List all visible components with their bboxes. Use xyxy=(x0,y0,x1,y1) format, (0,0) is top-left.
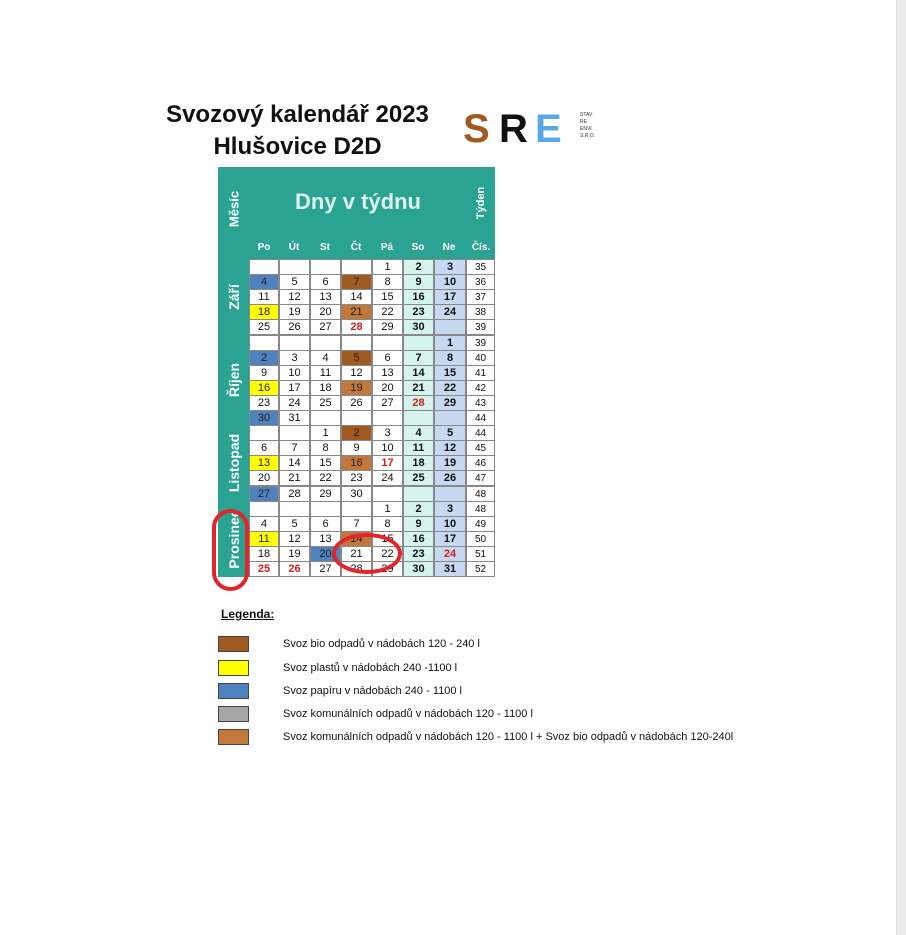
day-cell: 13 xyxy=(310,289,341,305)
empty-cell xyxy=(310,410,341,426)
day-cell: 24 xyxy=(279,395,310,411)
annotation-circle-day-14 xyxy=(332,533,402,574)
empty-cell xyxy=(341,335,372,351)
day-cell: 20 xyxy=(249,470,279,486)
day-cell: 22 xyxy=(372,546,403,562)
day-cell: 12 xyxy=(341,365,372,381)
day-cell: 2 xyxy=(249,350,279,366)
day-cell: 3 xyxy=(434,259,466,275)
day-cell: 5 xyxy=(434,425,466,441)
day-cell: 20 xyxy=(372,380,403,396)
week-number-cell: 47 xyxy=(466,470,495,486)
day-cell: 8 xyxy=(372,516,403,532)
calendar-header xyxy=(218,167,495,259)
legend-label-papir: Svoz papíru v nádobách 240 - 1100 l xyxy=(283,685,462,697)
day-cell: 6 xyxy=(372,350,403,366)
day-cell: 11 xyxy=(249,289,279,305)
week-number-cell: 51 xyxy=(466,546,495,562)
month-label-1: Říjen xyxy=(218,335,249,427)
week-number-cell: 44 xyxy=(466,410,495,426)
day-cell: 13 xyxy=(310,531,341,547)
week-number-cell: 50 xyxy=(466,531,495,547)
day-cell: 31 xyxy=(279,410,310,426)
empty-cell xyxy=(279,335,310,351)
week-number-cell: 52 xyxy=(466,561,495,577)
day-cell: 7 xyxy=(403,350,434,366)
week-number-cell: 44 xyxy=(466,425,495,441)
day-cell: 23 xyxy=(403,546,434,562)
empty-cell xyxy=(403,486,434,502)
day-cell: 28 xyxy=(341,319,372,335)
day-cell: 4 xyxy=(403,425,434,441)
day-cell: 25 xyxy=(249,561,279,577)
day-cell: 10 xyxy=(434,274,466,290)
empty-cell xyxy=(372,410,403,426)
day-cell: 2 xyxy=(341,425,372,441)
day-cell: 23 xyxy=(249,395,279,411)
day-cell: 12 xyxy=(279,289,310,305)
month-label-0: Září xyxy=(218,259,249,336)
logo-letter-e: E xyxy=(535,108,562,150)
day-header-ne: Ne xyxy=(442,242,456,253)
day-cell: 1 xyxy=(434,335,466,351)
week-number-cell: 36 xyxy=(466,274,495,290)
week-number-header: Čís. xyxy=(471,242,491,253)
week-number-cell: 46 xyxy=(466,455,495,471)
day-cell: 7 xyxy=(341,274,372,290)
day-cell: 17 xyxy=(434,289,466,305)
day-cell: 16 xyxy=(403,531,434,547)
day-cell: 20 xyxy=(310,546,341,562)
day-cell: 19 xyxy=(434,455,466,471)
logo-company-text: STAV RE ENVI S.R.O. xyxy=(580,112,596,139)
day-cell: 23 xyxy=(341,470,372,486)
day-cell: 24 xyxy=(434,304,466,320)
day-cell: 14 xyxy=(279,455,310,471)
day-cell: 3 xyxy=(372,425,403,441)
day-cell: 6 xyxy=(310,516,341,532)
legend-swatch-plast xyxy=(218,660,249,676)
empty-cell xyxy=(434,410,466,426)
day-cell: 26 xyxy=(341,395,372,411)
legend-swatch-papir xyxy=(218,683,249,699)
day-cell: 14 xyxy=(403,365,434,381)
day-cell: 1 xyxy=(310,425,341,441)
empty-cell xyxy=(249,335,279,351)
day-cell: 27 xyxy=(372,395,403,411)
day-cell: 3 xyxy=(279,350,310,366)
day-header-pa: Pá xyxy=(380,242,394,253)
empty-cell xyxy=(403,410,434,426)
week-number-cell: 49 xyxy=(466,516,495,532)
empty-cell xyxy=(341,410,372,426)
day-header-so: So xyxy=(411,242,425,253)
day-cell: 8 xyxy=(310,440,341,456)
page-scrollbar[interactable] xyxy=(896,0,906,935)
day-cell: 10 xyxy=(279,365,310,381)
day-cell: 21 xyxy=(403,380,434,396)
week-number-cell: 39 xyxy=(466,319,495,335)
week-number-cell: 41 xyxy=(466,365,495,381)
week-number-cell: 40 xyxy=(466,350,495,366)
empty-cell xyxy=(310,335,341,351)
day-header-ut: Út xyxy=(288,242,300,253)
day-cell: 5 xyxy=(279,274,310,290)
day-cell: 1 xyxy=(372,501,403,517)
day-cell: 19 xyxy=(341,380,372,396)
day-header-ct: Čt xyxy=(350,242,362,253)
month-label-3: Prosinec xyxy=(218,501,249,578)
day-cell: 18 xyxy=(403,455,434,471)
legend-label-bio: Svoz bio odpadů v nádobách 120 - 240 l xyxy=(283,638,480,650)
day-cell: 28 xyxy=(403,395,434,411)
empty-cell xyxy=(310,259,341,275)
day-cell: 19 xyxy=(279,546,310,562)
day-cell: 16 xyxy=(403,289,434,305)
day-cell: 11 xyxy=(249,531,279,547)
legend-swatch-komunal_bio xyxy=(218,729,249,745)
month-label-2: Listopad xyxy=(218,425,249,502)
day-cell: 19 xyxy=(279,304,310,320)
day-cell: 24 xyxy=(372,470,403,486)
day-cell: 26 xyxy=(279,319,310,335)
week-number-cell: 38 xyxy=(466,304,495,320)
day-cell: 15 xyxy=(372,289,403,305)
day-cell: 17 xyxy=(372,455,403,471)
week-number-cell: 35 xyxy=(466,259,495,275)
day-cell: 18 xyxy=(310,380,341,396)
week-header: Týden xyxy=(475,186,487,220)
calendar-subtitle: Hlušovice D2D xyxy=(213,133,382,160)
day-cell: 2 xyxy=(403,259,434,275)
day-cell: 1 xyxy=(372,259,403,275)
day-cell: 7 xyxy=(341,516,372,532)
empty-cell xyxy=(279,259,310,275)
day-cell: 27 xyxy=(310,561,341,577)
month-header: Měsíc xyxy=(226,190,241,228)
day-cell: 21 xyxy=(341,304,372,320)
day-header-po: Po xyxy=(257,242,271,253)
empty-cell xyxy=(372,486,403,502)
day-cell: 14 xyxy=(341,531,372,547)
logo-letter-s: S xyxy=(463,108,490,150)
day-cell: 31 xyxy=(434,561,466,577)
empty-cell xyxy=(310,501,341,517)
day-cell: 18 xyxy=(249,304,279,320)
day-cell: 17 xyxy=(434,531,466,547)
day-cell: 5 xyxy=(279,516,310,532)
day-cell: 6 xyxy=(249,440,279,456)
day-cell: 21 xyxy=(279,470,310,486)
day-cell: 27 xyxy=(249,486,279,502)
day-cell: 10 xyxy=(372,440,403,456)
empty-cell xyxy=(249,259,279,275)
day-cell: 28 xyxy=(341,561,372,577)
day-cell: 15 xyxy=(310,455,341,471)
day-cell: 29 xyxy=(372,561,403,577)
empty-cell xyxy=(341,259,372,275)
day-cell: 25 xyxy=(249,319,279,335)
day-cell: 22 xyxy=(372,304,403,320)
day-cell: 11 xyxy=(310,365,341,381)
empty-cell xyxy=(279,425,310,441)
empty-cell xyxy=(403,335,434,351)
day-cell: 6 xyxy=(310,274,341,290)
empty-cell xyxy=(372,335,403,351)
week-number-cell: 45 xyxy=(466,440,495,456)
empty-cell xyxy=(434,319,466,335)
day-cell: 21 xyxy=(341,546,372,562)
day-cell: 26 xyxy=(434,470,466,486)
day-cell: 11 xyxy=(403,440,434,456)
day-cell: 16 xyxy=(249,380,279,396)
day-cell: 29 xyxy=(310,486,341,502)
day-cell: 20 xyxy=(310,304,341,320)
day-cell: 4 xyxy=(310,350,341,366)
legend-swatch-komunal xyxy=(218,706,249,722)
day-cell: 30 xyxy=(341,486,372,502)
day-cell: 15 xyxy=(372,531,403,547)
day-cell: 4 xyxy=(249,516,279,532)
day-cell: 22 xyxy=(310,470,341,486)
days-of-week-title: Dny v týdnu xyxy=(295,189,421,214)
day-cell: 30 xyxy=(403,561,434,577)
week-number-cell: 48 xyxy=(466,486,495,502)
legend-label-komunal_bio: Svoz komunálních odpadů v nádobách 120 - 1100 l + Svoz bio odpadů v nádobách 120-240l xyxy=(283,731,734,743)
day-cell: 25 xyxy=(310,395,341,411)
day-cell: 25 xyxy=(403,470,434,486)
empty-cell xyxy=(249,425,279,441)
day-cell: 26 xyxy=(279,561,310,577)
week-number-cell: 39 xyxy=(466,335,495,351)
legend-label-komunal: Svoz komunálních odpadů v nádobách 120 - 1100 l xyxy=(283,708,533,720)
day-cell: 2 xyxy=(403,501,434,517)
logo-letter-r: R xyxy=(499,108,528,150)
week-number-cell: 37 xyxy=(466,289,495,305)
day-cell: 22 xyxy=(434,380,466,396)
week-number-cell: 48 xyxy=(466,501,495,517)
day-cell: 13 xyxy=(249,455,279,471)
legend-label-plast: Svoz plastů v nádobách 240 -1100 l xyxy=(283,662,458,674)
annotation-circle-prosinec xyxy=(212,509,249,591)
day-cell: 9 xyxy=(341,440,372,456)
day-cell: 23 xyxy=(403,304,434,320)
day-cell: 17 xyxy=(279,380,310,396)
day-cell: 8 xyxy=(434,350,466,366)
day-cell: 13 xyxy=(372,365,403,381)
calendar-title: Svozový kalendář 2023 xyxy=(166,101,429,128)
day-cell: 18 xyxy=(249,546,279,562)
day-cell: 28 xyxy=(279,486,310,502)
day-cell: 30 xyxy=(249,410,279,426)
day-cell: 10 xyxy=(434,516,466,532)
day-cell: 16 xyxy=(341,455,372,471)
day-cell: 29 xyxy=(372,319,403,335)
day-cell: 9 xyxy=(403,516,434,532)
empty-cell xyxy=(341,501,372,517)
legend-title: Legenda: xyxy=(221,607,275,621)
day-cell: 4 xyxy=(249,274,279,290)
day-cell: 29 xyxy=(434,395,466,411)
day-cell: 12 xyxy=(279,531,310,547)
day-cell: 3 xyxy=(434,501,466,517)
empty-cell xyxy=(249,501,279,517)
day-cell: 7 xyxy=(279,440,310,456)
day-cell: 15 xyxy=(434,365,466,381)
empty-cell xyxy=(434,486,466,502)
day-cell: 5 xyxy=(341,350,372,366)
week-number-cell: 42 xyxy=(466,380,495,396)
day-cell: 30 xyxy=(403,319,434,335)
legend-swatch-bio xyxy=(218,636,249,652)
day-header-st: St xyxy=(320,242,330,253)
day-cell: 8 xyxy=(372,274,403,290)
empty-cell xyxy=(279,501,310,517)
day-cell: 27 xyxy=(310,319,341,335)
day-cell: 9 xyxy=(403,274,434,290)
day-cell: 9 xyxy=(249,365,279,381)
week-number-cell: 43 xyxy=(466,395,495,411)
day-cell: 12 xyxy=(434,440,466,456)
day-cell: 24 xyxy=(434,546,466,562)
day-cell: 14 xyxy=(341,289,372,305)
